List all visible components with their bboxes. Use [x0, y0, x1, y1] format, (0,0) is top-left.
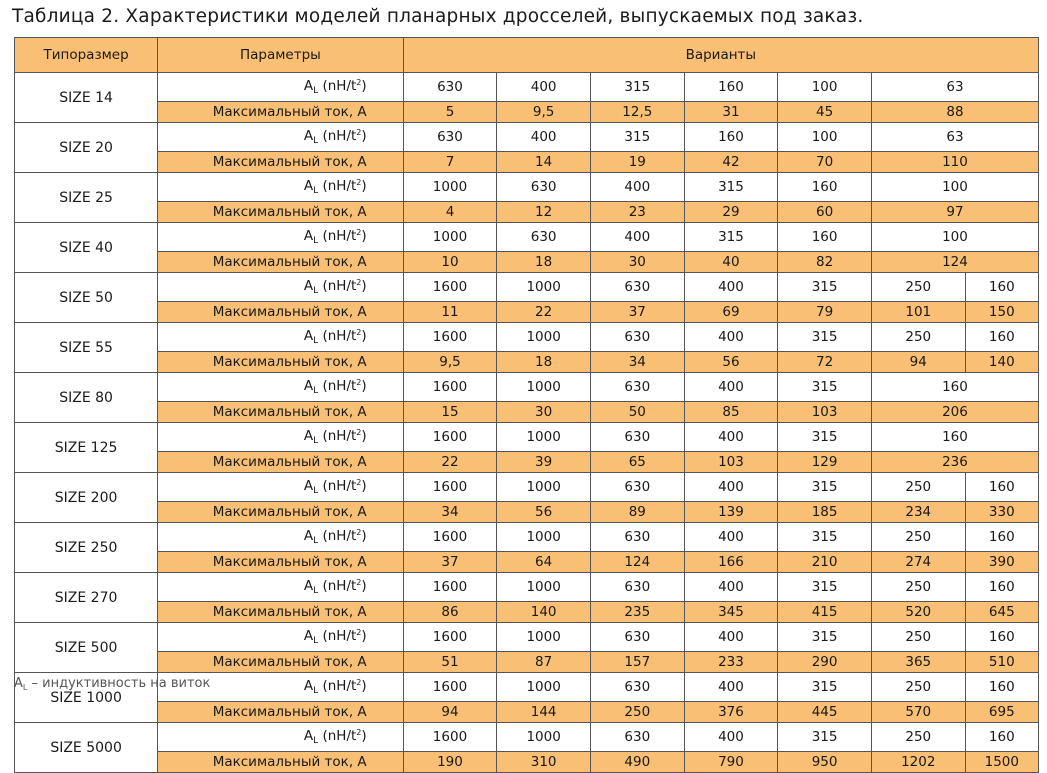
param-label-current: Максимальный ток, A: [158, 302, 403, 323]
param-label-al: $A_L$ $(nH/t^2)$: [158, 173, 403, 202]
table-row-al: [15, 523, 1039, 552]
current-value-cell: 60: [778, 202, 872, 223]
current-value-cell: 18: [497, 252, 591, 273]
current-value-cell: 376: [684, 702, 778, 723]
param-label-current: Максимальный ток, A: [158, 502, 403, 523]
param-label-al: $A_L$ $(nH/t^2)$: [158, 623, 403, 652]
al-value-cell: 1000: [497, 423, 591, 452]
al-value-cell: 100: [778, 73, 872, 102]
param-label-al: $A_L$ $(nH/t^2)$: [158, 323, 403, 352]
current-value-cell: 236: [871, 452, 1038, 473]
param-label-current: Максимальный ток, A: [158, 102, 403, 123]
al-value-cell: 1600: [403, 623, 497, 652]
al-value-cell: 160: [684, 123, 778, 152]
current-value-cell: 12: [497, 202, 591, 223]
current-value-cell: 570: [871, 702, 965, 723]
current-value-cell: 150: [965, 302, 1038, 323]
current-value-cell: 445: [778, 702, 872, 723]
current-value-cell: 18: [497, 352, 591, 373]
al-value-cell: 630: [590, 323, 684, 352]
header-params: Параметры: [158, 38, 403, 73]
current-value-cell: 14: [497, 152, 591, 173]
current-value-cell: 274: [871, 552, 965, 573]
al-value-cell: 1000: [497, 273, 591, 302]
al-value-cell: 630: [590, 573, 684, 602]
size-cell: SIZE 55: [15, 323, 158, 373]
al-value-cell: 315: [590, 123, 684, 152]
al-value-cell: 1600: [403, 323, 497, 352]
current-value-cell: 19: [590, 152, 684, 173]
table-row-al: [15, 573, 1039, 602]
al-value-cell: 100: [871, 173, 1038, 202]
size-cell: SIZE 50: [15, 273, 158, 323]
al-value-cell: 1600: [403, 373, 497, 402]
param-label-current: Максимальный ток, A: [158, 352, 403, 373]
current-value-cell: 390: [965, 552, 1038, 573]
param-label-al: $A_L$ $(nH/t^2)$: [158, 423, 403, 452]
current-value-cell: 94: [403, 702, 497, 723]
al-value-cell: 63: [871, 123, 1038, 152]
al-value-cell: 1000: [497, 673, 591, 702]
current-value-cell: 695: [965, 702, 1038, 723]
current-value-cell: 64: [497, 552, 591, 573]
size-cell: SIZE 80: [15, 373, 158, 423]
al-value-cell: 160: [684, 73, 778, 102]
current-value-cell: 250: [590, 702, 684, 723]
al-value-cell: 160: [965, 473, 1038, 502]
param-label-al: $A_L$ $(nH/t^2)$: [158, 73, 403, 102]
current-value-cell: 520: [871, 602, 965, 623]
al-value-cell: 400: [684, 523, 778, 552]
size-cell: SIZE 270: [15, 573, 158, 623]
current-value-cell: 490: [590, 752, 684, 773]
current-value-cell: 140: [497, 602, 591, 623]
current-value-cell: 39: [497, 452, 591, 473]
table-row-current: [15, 452, 1039, 473]
al-value-cell: 315: [778, 623, 872, 652]
al-value-cell: 1600: [403, 423, 497, 452]
current-value-cell: 144: [497, 702, 591, 723]
al-value-cell: 160: [965, 523, 1038, 552]
param-label-current: Максимальный ток, A: [158, 202, 403, 223]
param-label-current: Максимальный ток, A: [158, 652, 403, 673]
table-header-row: [15, 38, 1039, 73]
al-value-cell: 630: [590, 623, 684, 652]
al-value-cell: 1000: [497, 623, 591, 652]
table-caption: Таблица 2. Характеристики моделей планарных дросселей, выпускаемых под заказ.: [12, 6, 864, 27]
al-value-cell: 315: [590, 73, 684, 102]
table-body: [15, 73, 1039, 773]
table-row-current: [15, 652, 1039, 673]
al-value-cell: 315: [684, 173, 778, 202]
al-value-cell: 315: [778, 323, 872, 352]
size-cell: SIZE 14: [15, 73, 158, 123]
current-value-cell: 185: [778, 502, 872, 523]
current-value-cell: 70: [778, 152, 872, 173]
current-value-cell: 1202: [871, 752, 965, 773]
table-row-al: [15, 323, 1039, 352]
current-value-cell: 950: [778, 752, 872, 773]
current-value-cell: 1500: [965, 752, 1038, 773]
current-value-cell: 210: [778, 552, 872, 573]
current-value-cell: 9,5: [403, 352, 497, 373]
al-value-cell: 630: [590, 423, 684, 452]
current-value-cell: 7: [403, 152, 497, 173]
current-value-cell: 101: [871, 302, 965, 323]
current-value-cell: 85: [684, 402, 778, 423]
current-value-cell: 88: [871, 102, 1038, 123]
current-value-cell: 50: [590, 402, 684, 423]
current-value-cell: 56: [497, 502, 591, 523]
al-value-cell: 1000: [497, 573, 591, 602]
current-value-cell: 11: [403, 302, 497, 323]
current-value-cell: 234: [871, 502, 965, 523]
al-value-cell: 160: [778, 173, 872, 202]
al-value-cell: 315: [778, 723, 872, 752]
al-value-cell: 630: [590, 373, 684, 402]
current-value-cell: 310: [497, 752, 591, 773]
al-value-cell: 630: [590, 723, 684, 752]
param-label-current: Максимальный ток, A: [158, 752, 403, 773]
param-label-current: Максимальный ток, A: [158, 552, 403, 573]
al-value-cell: 160: [965, 323, 1038, 352]
current-value-cell: 56: [684, 352, 778, 373]
size-cell: SIZE 20: [15, 123, 158, 173]
al-value-cell: 630: [590, 523, 684, 552]
al-value-cell: 160: [965, 673, 1038, 702]
current-value-cell: 34: [590, 352, 684, 373]
current-value-cell: 72: [778, 352, 872, 373]
current-value-cell: 124: [590, 552, 684, 573]
current-value-cell: 365: [871, 652, 965, 673]
al-value-cell: 1600: [403, 473, 497, 502]
current-value-cell: 190: [403, 752, 497, 773]
current-value-cell: 23: [590, 202, 684, 223]
al-value-cell: 400: [590, 223, 684, 252]
current-value-cell: 129: [778, 452, 872, 473]
al-value-cell: 630: [590, 273, 684, 302]
current-value-cell: 233: [684, 652, 778, 673]
current-value-cell: 79: [778, 302, 872, 323]
al-value-cell: 100: [871, 223, 1038, 252]
al-value-cell: 400: [497, 73, 591, 102]
current-value-cell: 30: [590, 252, 684, 273]
al-value-cell: 630: [403, 123, 497, 152]
al-value-cell: 400: [684, 473, 778, 502]
al-value-cell: 400: [684, 723, 778, 752]
current-value-cell: 235: [590, 602, 684, 623]
current-value-cell: 12,5: [590, 102, 684, 123]
current-value-cell: 110: [871, 152, 1038, 173]
al-value-cell: 160: [871, 423, 1038, 452]
current-value-cell: 645: [965, 602, 1038, 623]
al-value-cell: 1000: [497, 723, 591, 752]
al-value-cell: 100: [778, 123, 872, 152]
al-value-cell: 315: [778, 573, 872, 602]
current-value-cell: 9,5: [497, 102, 591, 123]
size-cell: SIZE 125: [15, 423, 158, 473]
al-value-cell: 1000: [497, 373, 591, 402]
size-cell: SIZE 500: [15, 623, 158, 673]
al-value-cell: 160: [871, 373, 1038, 402]
al-value-cell: 400: [684, 623, 778, 652]
param-label-current: Максимальный ток, A: [158, 602, 403, 623]
current-value-cell: 37: [403, 552, 497, 573]
al-value-cell: 1000: [403, 223, 497, 252]
al-value-cell: 315: [778, 673, 872, 702]
al-value-cell: 630: [403, 73, 497, 102]
al-value-cell: 250: [871, 673, 965, 702]
table-row-current: [15, 552, 1039, 573]
current-value-cell: 37: [590, 302, 684, 323]
param-label-al: $A_L$ $(nH/t^2)$: [158, 223, 403, 252]
al-value-cell: 160: [778, 223, 872, 252]
param-label-al: $A_L$ $(nH/t^2)$: [158, 123, 403, 152]
current-value-cell: 89: [590, 502, 684, 523]
current-value-cell: 45: [778, 102, 872, 123]
table-row-current: [15, 702, 1039, 723]
al-value-cell: 1000: [497, 523, 591, 552]
al-value-cell: 1600: [403, 673, 497, 702]
al-value-cell: 250: [871, 623, 965, 652]
param-label-al: $A_L$ $(nH/t^2)$: [158, 523, 403, 552]
table-row-current: [15, 502, 1039, 523]
current-value-cell: 790: [684, 752, 778, 773]
size-cell: SIZE 40: [15, 223, 158, 273]
table-row-al: [15, 123, 1039, 152]
current-value-cell: 103: [778, 402, 872, 423]
al-value-cell: 400: [684, 573, 778, 602]
current-value-cell: 22: [497, 302, 591, 323]
current-value-cell: 206: [871, 402, 1038, 423]
param-label-current: Максимальный ток, A: [158, 152, 403, 173]
table-row-current: [15, 252, 1039, 273]
table-row-al: [15, 723, 1039, 752]
table-row-current: [15, 602, 1039, 623]
al-value-cell: 630: [497, 223, 591, 252]
al-value-cell: 315: [778, 473, 872, 502]
al-value-cell: 250: [871, 573, 965, 602]
table-row-current: [15, 102, 1039, 123]
al-value-cell: 160: [965, 573, 1038, 602]
table-row-current: [15, 202, 1039, 223]
current-value-cell: 51: [403, 652, 497, 673]
current-value-cell: 124: [871, 252, 1038, 273]
al-value-cell: 1000: [403, 173, 497, 202]
size-cell: SIZE 200: [15, 473, 158, 523]
size-cell: SIZE 250: [15, 523, 158, 573]
al-value-cell: 315: [684, 223, 778, 252]
al-value-cell: 1000: [497, 473, 591, 502]
size-cell: SIZE 5000: [15, 723, 158, 773]
al-value-cell: 315: [778, 423, 872, 452]
al-value-cell: 630: [590, 473, 684, 502]
table-row-al: [15, 73, 1039, 102]
current-value-cell: 87: [497, 652, 591, 673]
current-value-cell: 42: [684, 152, 778, 173]
current-value-cell: 40: [684, 252, 778, 273]
al-value-cell: 63: [871, 73, 1038, 102]
al-value-cell: 250: [871, 723, 965, 752]
current-value-cell: 69: [684, 302, 778, 323]
current-value-cell: 157: [590, 652, 684, 673]
al-value-cell: 400: [684, 323, 778, 352]
param-label-current: Максимальный ток, A: [158, 452, 403, 473]
current-value-cell: 510: [965, 652, 1038, 673]
table-row-al: [15, 473, 1039, 502]
table-row-al: [15, 423, 1039, 452]
param-label-al: $A_L$ $(nH/t^2)$: [158, 573, 403, 602]
current-value-cell: 345: [684, 602, 778, 623]
al-value-cell: 315: [778, 523, 872, 552]
al-value-cell: 250: [871, 273, 965, 302]
current-value-cell: 15: [403, 402, 497, 423]
param-label-current: Максимальный ток, A: [158, 252, 403, 273]
size-cell: SIZE 1000: [15, 673, 158, 723]
al-value-cell: 160: [965, 623, 1038, 652]
al-value-cell: 315: [778, 273, 872, 302]
footnote: $A_L$ – индуктивность на виток: [14, 676, 211, 692]
al-value-cell: 400: [684, 373, 778, 402]
param-label-al: $A_L$ $(nH/t^2)$: [158, 673, 403, 702]
current-value-cell: 290: [778, 652, 872, 673]
current-value-cell: 22: [403, 452, 497, 473]
current-value-cell: 30: [497, 402, 591, 423]
table-row-al: [15, 623, 1039, 652]
table-row-current: [15, 752, 1039, 773]
current-value-cell: 166: [684, 552, 778, 573]
al-value-cell: 630: [497, 173, 591, 202]
current-value-cell: 34: [403, 502, 497, 523]
al-value-cell: 400: [497, 123, 591, 152]
al-value-cell: 400: [684, 673, 778, 702]
current-value-cell: 86: [403, 602, 497, 623]
al-value-cell: 250: [871, 473, 965, 502]
al-value-cell: 315: [778, 373, 872, 402]
al-value-cell: 1600: [403, 273, 497, 302]
current-value-cell: 29: [684, 202, 778, 223]
al-value-cell: 400: [684, 273, 778, 302]
current-value-cell: 140: [965, 352, 1038, 373]
param-label-al: $A_L$ $(nH/t^2)$: [158, 473, 403, 502]
header-size: Типоразмер: [15, 38, 158, 73]
specs-table: [14, 37, 1039, 773]
table-row-al: [15, 273, 1039, 302]
param-label-al: $A_L$ $(nH/t^2)$: [158, 273, 403, 302]
table-row-current: [15, 302, 1039, 323]
al-value-cell: 400: [590, 173, 684, 202]
current-value-cell: 415: [778, 602, 872, 623]
current-value-cell: 330: [965, 502, 1038, 523]
table-row-current: [15, 352, 1039, 373]
param-label-current: Максимальный ток, A: [158, 702, 403, 723]
al-value-cell: 1600: [403, 523, 497, 552]
al-value-cell: 400: [684, 423, 778, 452]
table-row-current: [15, 152, 1039, 173]
al-value-cell: 1600: [403, 573, 497, 602]
al-value-cell: 160: [965, 723, 1038, 752]
size-cell: SIZE 25: [15, 173, 158, 223]
table-row-al: [15, 223, 1039, 252]
table-row-al: [15, 173, 1039, 202]
current-value-cell: 94: [871, 352, 965, 373]
current-value-cell: 4: [403, 202, 497, 223]
table-row-al: [15, 373, 1039, 402]
current-value-cell: 31: [684, 102, 778, 123]
al-value-cell: 630: [590, 673, 684, 702]
current-value-cell: 97: [871, 202, 1038, 223]
param-label-al: $A_L$ $(nH/t^2)$: [158, 373, 403, 402]
al-value-cell: 160: [965, 273, 1038, 302]
current-value-cell: 139: [684, 502, 778, 523]
current-value-cell: 82: [778, 252, 872, 273]
table-row-current: [15, 402, 1039, 423]
current-value-cell: 65: [590, 452, 684, 473]
current-value-cell: 5: [403, 102, 497, 123]
param-label-al: $A_L$ $(nH/t^2)$: [158, 723, 403, 752]
al-value-cell: 250: [871, 323, 965, 352]
al-value-cell: 1600: [403, 723, 497, 752]
current-value-cell: 10: [403, 252, 497, 273]
param-label-current: Максимальный ток, A: [158, 402, 403, 423]
al-value-cell: 250: [871, 523, 965, 552]
current-value-cell: 103: [684, 452, 778, 473]
header-variants: Варианты: [403, 38, 1038, 73]
al-value-cell: 1000: [497, 323, 591, 352]
